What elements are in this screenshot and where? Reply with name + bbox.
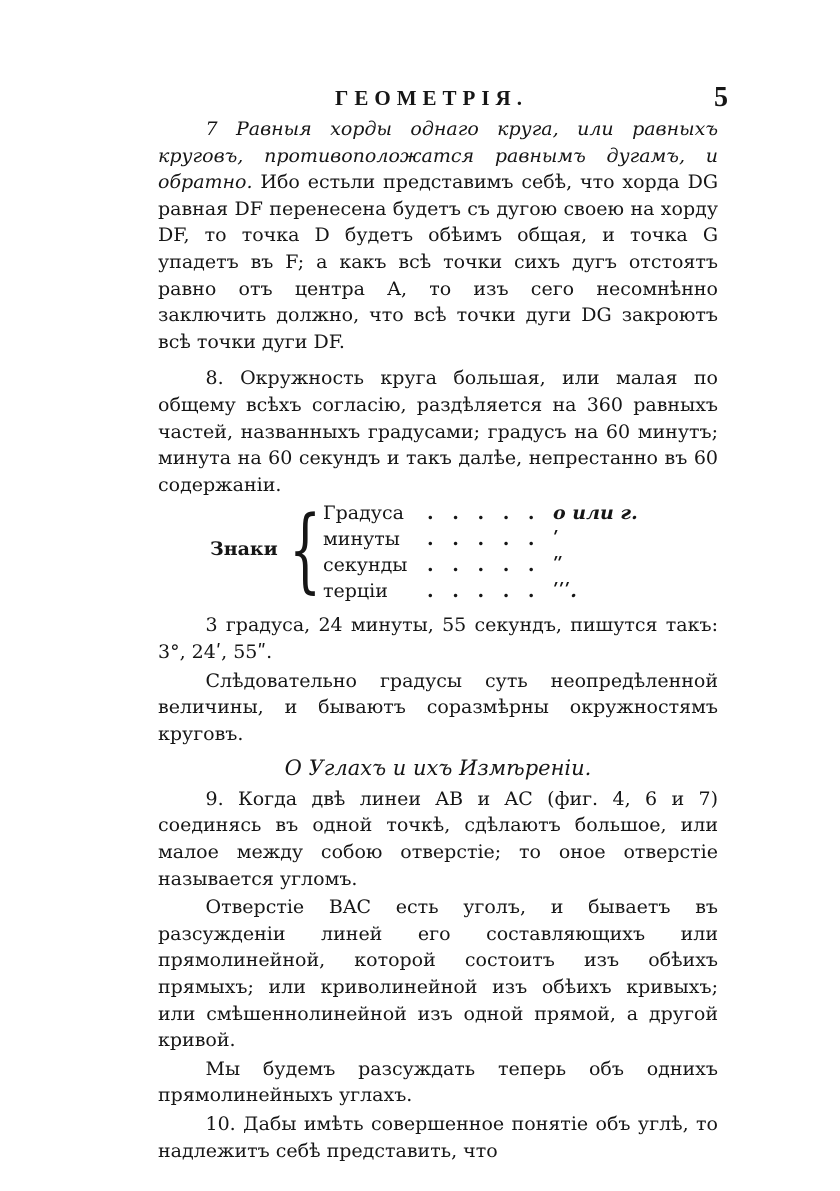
sign-symbol: o или г. <box>553 502 638 525</box>
signs-table <box>158 498 718 610</box>
leader-dots: . . . . . <box>427 528 541 551</box>
paragraph-8: 8. Окружность круга большая, или малая по общему всѣхъ согласію, раздѣляется на 360 равныхъ частей, названныхъ градусами; градусъ на 60 минутъ; минута на 60 секундъ и такъ далѣе, непрестанно въ 60 содержаніи. <box>158 367 718 496</box>
sign-symbol: ʹʹʹ. <box>553 580 577 603</box>
sign-symbol: ʹ <box>553 528 559 551</box>
sign-row-second <box>323 552 653 578</box>
sign-row-degree <box>323 500 653 526</box>
sign-name: Градуса <box>323 502 404 525</box>
notation-example: 3 градуса, 24 минуты, 55 секундъ, пишутся такъ: 3°, 24ʹ, 55ʺ. <box>158 614 718 663</box>
section-heading: О Углахъ и ихъ Измѣреніи. <box>284 756 592 781</box>
paragraph-9-note: Мы будемъ разсуждать теперь объ однихъ прямолинейныхъ углахъ. <box>158 1057 718 1107</box>
leader-dots: . . . . . <box>427 502 541 525</box>
theorem-7-proof: Ибо естьли представимъ себѣ, что хорда DG равная DF перенесена будетъ съ дугою своею на хорду DF, то точка D будетъ обѣимъ общая, и точка G упадетъ въ F; а какъ всѣ точки сихъ дугъ отстоятъ равно отъ центра A, то изъ сего несомнѣнно заключить должно, что всѣ точки дуги DG закроютъ всѣ точки дуги DF. <box>158 171 718 353</box>
curly-brace-icon: { <box>289 496 322 604</box>
leader-dots: . . . . . <box>427 580 541 603</box>
leader-dots: . . . . . <box>427 554 541 577</box>
consequence-paragraph: Слѣдовательно градусы суть неопредѣленной величины, и бываютъ соразмѣрны окружностямъ круговъ. <box>158 669 718 745</box>
paragraph-10: 10. Дабы имѣть совершенное понятіе объ углѣ, то надлежитъ себѣ представить, что <box>158 1113 718 1162</box>
sign-row-minute <box>323 526 653 552</box>
page-number: 5 <box>714 82 728 113</box>
paragraph-9: 9. Когда двѣ линеи AB и AC (фиг. 4, 6 и 7) соединясь въ одной точкѣ, сдѣлаютъ большое, или малое между собою отверстіе; то оное отверстіе называется угломъ. <box>158 787 718 890</box>
sign-row-third <box>323 578 653 604</box>
paragraph-7 <box>158 116 718 355</box>
paragraph-9-continued: Отверстіе BAC есть уголъ, и бываетъ въ разсужденіи линей его составляющихъ или прямолинейной, которой состоитъ изъ обѣихъ прямыхъ; или криволинейной изъ обѣихъ кривыхъ; или смѣшеннолинейной изъ одной прямой, а другой кривой. <box>158 896 718 1052</box>
sign-name: секунды <box>323 554 408 577</box>
sign-name: минуты <box>323 528 400 551</box>
theorem-7-statement: 7 Равныя хорды однаго круга, или равныхъ круговъ, противоположатся равнымъ дугамъ, и обратно. <box>158 118 718 194</box>
running-title: ГЕОМЕТРІЯ. <box>335 86 528 110</box>
signs-label: Знаки <box>210 538 278 561</box>
sign-name: терціи <box>323 580 388 603</box>
sign-symbol: ʺ <box>553 554 563 577</box>
page-body <box>158 116 718 1164</box>
